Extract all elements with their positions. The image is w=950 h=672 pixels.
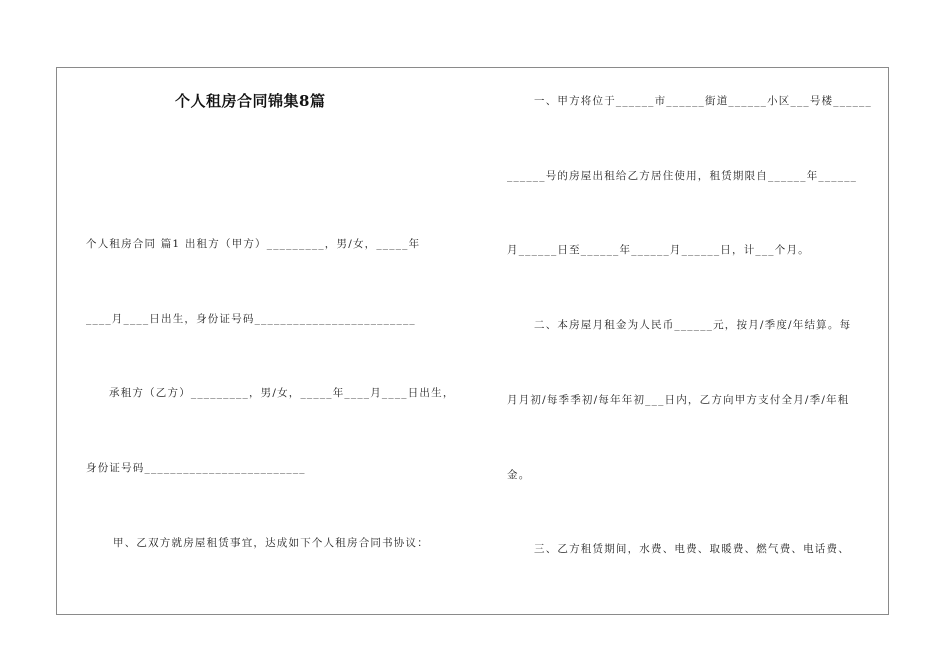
clause-1-line-2: ______号的房屋出租给乙方居住使用，租赁期限自______年______ <box>507 170 858 182</box>
document-title: 个人租房合同锦集8篇 <box>175 92 326 110</box>
contract-line-lessee: 承租方（乙方）_________，男/女，_____年____月____日出生， <box>109 387 455 399</box>
clause-2-line-1: 二、本房屋月租金为人民币______元，按月/季度/年结算。每 <box>534 319 852 331</box>
contract-line-lessee-id: 身份证号码_________________________ <box>86 462 306 474</box>
clause-1-line-1: 一、甲方将位于______市______街道______小区___号楼______ <box>534 95 872 107</box>
clause-2-line-2: 月月初/每季季初/每年年初___日内，乙方向甲方支付全月/季/年租 <box>507 394 850 406</box>
contract-line-lessor: 个人租房合同 篇1 出租方（甲方）_________，男/女，_____年 <box>86 238 421 250</box>
document-page <box>56 67 889 615</box>
clause-3-line-1: 三、乙方租赁期间，水费、电费、取暖费、燃气费、电话费、 <box>534 543 850 555</box>
contract-line-lessor-birth-id: ____月____日出生，身份证号码_________________________ <box>86 313 416 325</box>
contract-line-agreement: 甲、乙双方就房屋租赁事宜，达成如下个人租房合同书协议： <box>113 537 429 549</box>
clause-1-line-3: 月______日至______年______月______日，计___个月。 <box>507 244 810 256</box>
clause-2-line-3: 金。 <box>507 469 531 481</box>
